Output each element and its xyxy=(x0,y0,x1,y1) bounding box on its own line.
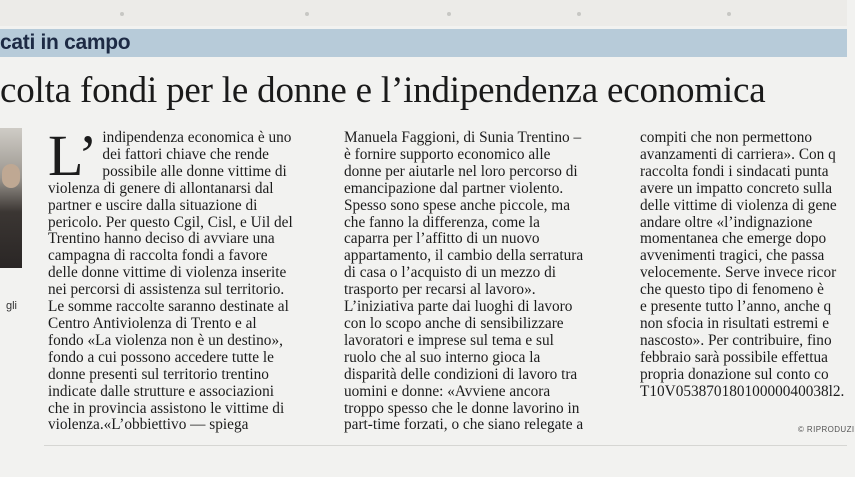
text-line: Le somme raccolte saranno destinate al xyxy=(48,298,289,316)
text-line: che in provincia assistono le vittime di xyxy=(48,399,285,417)
text-line: ruolo che al suo interno gioca la xyxy=(344,348,541,366)
text-line: T10V05387018010000040038l2. xyxy=(640,382,845,400)
text-line: violenza.«L’obbiettivo — spiega xyxy=(48,416,249,434)
text-line: propria donazione sul conto co xyxy=(640,365,829,383)
article-column-2 xyxy=(344,130,623,434)
text-line: lavoratori e imprese sul tema e sul xyxy=(344,331,554,349)
text-line: delle vittime di violenza di gene xyxy=(640,196,837,214)
text-line: Manuela Faggioni, di Sunia Trentino – xyxy=(344,129,582,146)
text-line: troppo spesso che le donne lavorino in xyxy=(344,399,580,417)
text-line: febbraio sarà possibile effettua xyxy=(640,348,828,366)
text-line: uomini e donne: «Avviene ancora xyxy=(344,382,551,400)
author-photo xyxy=(0,128,22,268)
text-line: pericolo. Per questo Cgil, Cisl, e Uil del xyxy=(48,213,293,231)
text-line: donne per aiutarle nel loro percorso di xyxy=(344,162,578,180)
text-line: indipendenza economica è uno xyxy=(102,129,292,146)
text-line: donne presenti sul territorio trentino xyxy=(48,365,269,383)
article-column-3 xyxy=(640,130,847,401)
text-line: dei fattori chiave che rende xyxy=(102,145,269,163)
photo-face xyxy=(2,164,20,188)
text-line: nascosto». Per contribuire, fino xyxy=(640,331,832,349)
decorative-dot xyxy=(577,12,581,16)
text-line: è fornire supporto economico alle xyxy=(344,145,551,163)
text-line: andare oltre «l’indignazione xyxy=(640,213,813,231)
text-line: e presente tutto l’anno, anche q xyxy=(640,298,832,316)
text-line: che fanno la differenza, come la xyxy=(344,213,540,231)
bottom-divider xyxy=(44,445,847,446)
text-line: fondo a cui possono accedere tutte le xyxy=(48,348,274,366)
text-line: Trentino hanno deciso di avviare una xyxy=(48,230,275,248)
text-line: Centro Antiviolenza di Trento e al xyxy=(48,314,257,332)
drop-cap: L’ xyxy=(48,123,98,188)
text-line: avanzamenti di carriera». Con q xyxy=(640,145,836,163)
text-line: avvenimenti tragici, che passa xyxy=(640,247,825,265)
text-line: violenza di genere di allontanarsi dal xyxy=(48,179,274,197)
text-line: partner e uscire dalla situazione di xyxy=(48,196,258,214)
article-column-1 xyxy=(48,123,327,434)
text-line: con lo scopo anche di sensibilizzare xyxy=(344,314,564,332)
text-line: compiti che non permettono xyxy=(640,129,813,146)
text-line: nei percorsi di assistenza sul territorio. xyxy=(48,281,285,299)
text-line: avere un impatto concreto sulla xyxy=(640,179,832,197)
text-line: part-time forzati, o che siano relegate a xyxy=(344,416,584,434)
text-line: momentanea che emerge dopo xyxy=(640,230,827,248)
decorative-dot xyxy=(727,12,731,16)
copyright-notice: © RIPRODUZI xyxy=(798,425,855,434)
section-label: cati in campo xyxy=(0,31,131,54)
text-line: che questo tipo di fenomeno è xyxy=(640,281,824,299)
decorative-dot xyxy=(120,12,124,16)
text-line: L’iniziativa parte dai luoghi di lavoro xyxy=(344,298,573,316)
text-line: delle donne vittime di violenza inserite xyxy=(48,264,287,282)
text-line: possibile alle donne vittime di xyxy=(102,162,287,180)
text-line: appartamento, il cambio della serratura xyxy=(344,247,584,265)
decorative-dot xyxy=(305,12,309,16)
text-line: indicate dalle strutture e associazioni xyxy=(48,382,274,400)
decorative-dot xyxy=(447,12,451,16)
section-banner xyxy=(0,29,847,57)
text-line: disparità delle condizioni di lavoro tra xyxy=(344,365,578,383)
text-line: caparra per l’affitto di un nuovo xyxy=(344,230,540,248)
text-line: velocemente. Serve invece ricor xyxy=(640,264,837,282)
text-line: Spesso sono spese anche piccole, ma xyxy=(344,196,570,214)
text-line: non sfocia in risultati estremi e xyxy=(640,314,830,332)
text-line: fondo «La violenza non è un destino», xyxy=(48,331,283,349)
top-strip xyxy=(0,0,847,26)
text-line: campagna di raccolta fondi a favore xyxy=(48,247,268,265)
text-line: raccolta fondi i sindacati punta xyxy=(640,162,829,180)
photo-caption: gli xyxy=(6,300,18,312)
text-line: trasporto per recarsi al lavoro». xyxy=(344,281,536,299)
text-line: di casa o l’acquisto di un mezzo di xyxy=(344,264,556,282)
text-line: emancipazione dal partner violento. xyxy=(344,179,564,197)
article-headline: colta fondi per le donne e l’indipendenza economica xyxy=(0,70,766,111)
